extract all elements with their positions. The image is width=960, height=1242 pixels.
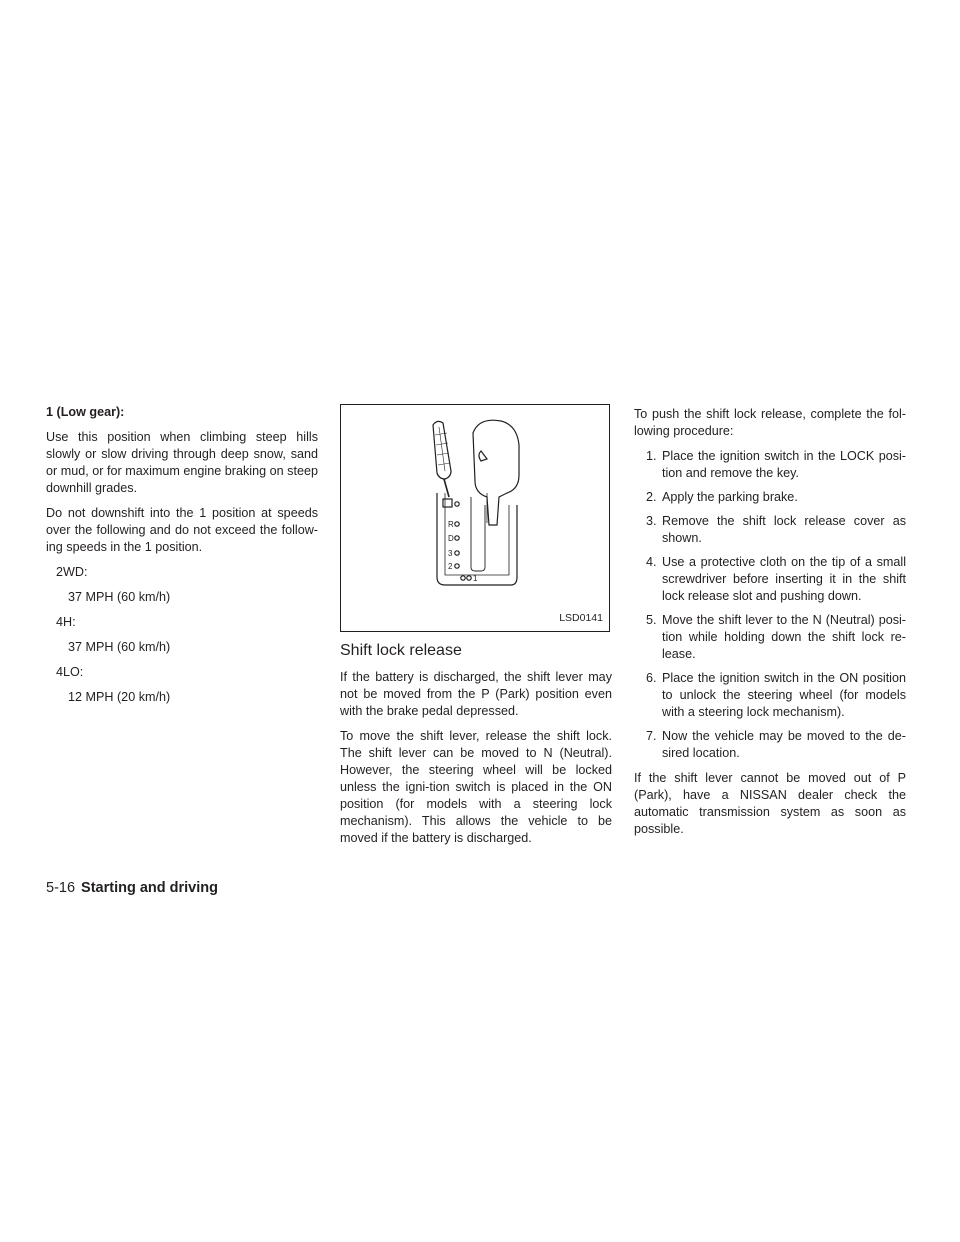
low-gear-description: Use this position when climbing steep hills slowly or slow driving through deep snow, sand or mud, or for maximum engine braking on steep downhill grades. [46,430,318,495]
gate-label-r: R [448,520,454,529]
procedure-steps [634,448,906,762]
middle-column [340,404,612,855]
speed-value-4h: 37 MPH (60 km/h) [68,640,171,654]
procedure-outro: If the shift lever cannot be moved out of P (Park), have a NISSAN dealer check the automatic transmission system as soon as possible. [634,771,906,836]
speed-label-2wd: 2WD: [56,565,88,579]
section-title: Shift lock release [340,642,462,659]
procedure-step: 1. Place the ignition switch in the LOCK posi-tion and remove the key. [646,449,906,480]
gate-label-d: D [448,534,454,543]
shift-lever-illustration [341,405,611,633]
speed-value-4lo: 12 MPH (20 km/h) [68,690,171,704]
gate-label-3: 3 [448,549,453,558]
downshift-warning: Do not downshift into the 1 position at speeds over the following and do not exceed the follow-ing speeds in the 1 position. [46,506,318,554]
procedure-step: 2. Apply the parking brake. [646,490,798,504]
gate-label-1: 1 [473,574,478,583]
speed-list [46,564,318,706]
shift-lock-figure [340,404,610,632]
procedure-step: 6. Place the ignition switch in the ON position to unlock the steering wheel (for models with a steering lock mechanism). [646,671,906,719]
low-gear-heading: 1 (Low gear): [46,405,125,419]
procedure-step: 5. Move the shift lever to the N (Neutral) posi-tion while holding down the shift lock re-lease. [646,613,906,661]
chapter-title: Starting and driving [81,880,218,896]
left-column [46,404,318,714]
gate-label-2: 2 [448,562,453,571]
procedure-step: 3. Remove the shift lock release cover as shown. [646,514,906,545]
shift-lock-para-1: If the battery is discharged, the shift lever may not be moved from the P (Park) position even with the brake pedal depressed. [340,670,612,718]
speed-value-2wd: 37 MPH (60 km/h) [68,590,171,604]
speed-label-4h: 4H: [56,615,76,629]
right-column [634,406,906,846]
procedure-step: 7. Now the vehicle may be moved to the de-sired location. [646,729,906,760]
page-number: 5-16 [46,880,76,896]
figure-id: LSD0141 [559,612,603,624]
page-footer [46,880,218,896]
procedure-step: 4. Use a protective cloth on the tip of a small screwdriver before inserting it in the shift lock release slot and pushing down. [646,555,906,603]
speed-label-4lo: 4LO: [56,665,84,679]
shift-lock-para-2: To move the shift lever, release the shift lock. The shift lever can be moved to N (Neutral). However, the steering wheel will be locked unless the igni-tion switch is placed in the ON position (for models with a steering lock mechanism). This allows the vehicle to be moved if the battery is discharged. [340,729,612,845]
procedure-intro: To push the shift lock release, complete the fol-lowing procedure: [634,407,906,438]
